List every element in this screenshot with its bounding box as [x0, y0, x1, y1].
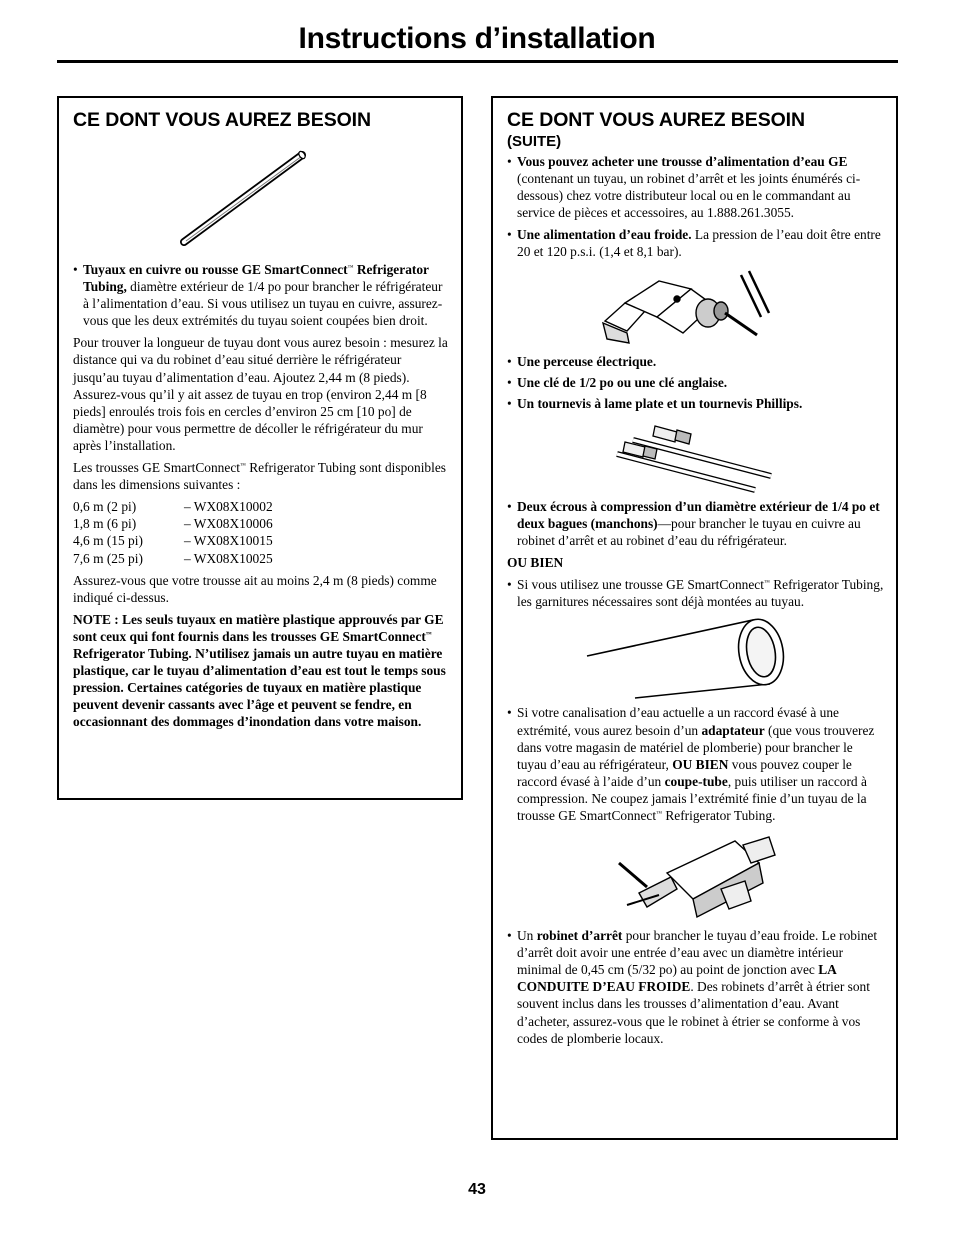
assure-paragraph: Assurez-vous que votre trousse ait au moins 2,4 m (8 pieds) comme indiqué ci-dessus. — [73, 572, 437, 605]
right-subheading: (SUITE) — [507, 133, 562, 150]
flare-text-h: Refrigerator Tubing. — [661, 807, 776, 823]
screwdriver-bullet: • Un tournevis à lame plate et un tournevis Phillips. — [507, 395, 803, 411]
wrench-text: Une clé de 1/2 po ou une clé anglaise. — [517, 374, 728, 390]
or-label — [507, 554, 884, 571]
drill-text: Une perceuse électrique. — [517, 353, 657, 369]
cold-bold: Une alimentation d’eau froide. — [517, 227, 692, 243]
wrench-bullet: • Une clé de 1/2 po ou une clé anglaise. — [507, 374, 728, 390]
size-part: – WX08X10002 — [184, 499, 273, 515]
left-heading: CE DONT VOUS AUREZ BESOIN — [73, 109, 371, 131]
flare-text-a: Si votre canalisation d’eau actuelle a un raccord évasé à une extrémité, vous aurez besoin d’un — [517, 705, 839, 738]
sizes-table — [73, 498, 449, 566]
drill-illustration — [507, 261, 887, 353]
size-length: 0,6 m (2 pi) — [73, 499, 137, 515]
smart-text-b: Refrigerator Tubing, les garnitures nécessaires sont déjà montées au tuyau. — [517, 577, 884, 610]
size-row — [73, 515, 449, 532]
left-panel — [57, 96, 463, 800]
drill-bullet: • Une perceuse électrique. — [507, 353, 657, 369]
size-part: – WX08X10006 — [184, 516, 273, 532]
trademark: ™ — [763, 580, 770, 587]
smart-text-a: Si vous utilisez une trousse GE SmartConnect — [517, 577, 764, 593]
tubing-bullet: • Tuyaux en cuivre ou rousse GE SmartConnect™ Refrigerator Tubing, diamètre extérieur de 1/4 po pour brancher le réfrigérateur à l’alimentation d’eau. Si vous utilisez un tuyau en cuivre, assurez-vous que les deux extrémités du tuyau soient coupées bien droit. — [73, 262, 443, 329]
valve-text-c: pour brancher le tuyau d’eau froide. Le robinet d’arrêt doit avoir une entrée d’eau avec un diamètre intérieur minimal de 0,45 cm (5/32 po) au point de jonction avec — [517, 928, 878, 978]
flare-text-e: vous pouvez couper le raccord évasé à l’aide d’un — [517, 756, 852, 789]
tubing-bold-2: Refrigerator Tubing, — [83, 262, 429, 295]
note-text-a: NOTE : Les seuls tuyaux en matière plastique approuvés par GE sont ceux qui font fournis dans les trousses GE SmartConnect — [73, 611, 444, 644]
size-length: 1,8 m (6 pi) — [73, 516, 137, 532]
kits-paragraph — [73, 459, 449, 493]
size-part: – WX08X10025 — [184, 550, 273, 566]
title-rule — [57, 60, 898, 63]
tubing-bold: Tuyaux en cuivre ou rousse GE SmartConnect — [83, 262, 348, 277]
flare-bold-d: OU BIEN — [672, 756, 729, 772]
length-paragraph: Pour trouver la longueur de tuyau dont vous aurez besoin : mesurez la distance qui va du robinet d’eau situé derrière le réfrigérateur jusqu’au tuyau d’alimentation d’eau. Ajoutez 2,44 m (8 pieds). Assurez-vous qu’il y ait assez de tuyau en trop (environ 2,44 m [8 pieds] enroulés trois fois en cercles d’environ 25 cm [10 po] de diamètre) pour vous permettre de décoller le réfrigérateur du mur après l’installation. — [73, 335, 448, 453]
valve-text-a: Un — [517, 928, 537, 944]
kit-bullet: • Vous pouvez acheter une trousse d’alimentation d’eau GE (contenant un tuyau, un robinet d’arrêt et les joints énumérés ci-dessous) chez votre distributeur local ou en le commandant au service de pièces et accessoires, au 1.888.261.3055. — [507, 154, 861, 221]
flare-text-c: (que vous trouverez dans votre magasin de matériel de plomberie) pour brancher le tuyau d’eau au réfrigérateur, — [517, 722, 875, 772]
tube-end-illustration — [507, 610, 887, 700]
flare-text-g: , puis utiliser un raccord à compression. Ne coupez jamais l’extrémité finie d’un tuyau de la trousse GE SmartConnect — [517, 773, 867, 823]
valve-bullet: • Un robinet d’arrêt pour brancher le tuyau d’eau froide. Le robinet d’arrêt doit avoir une entrée d’eau avec un diamètre intérieur minimal de 0,45 cm (5/32 po) au point de jonction avec LA CONDUITE D’EAU FROIDE. Des robinets d’arrêt à étrier sont souvent inclus dans les trousses d’alimentation d’eau. Avant d’acheter, assurez-vous que le robinet à étrier se conforme à vos codes de plomberie locaux. — [507, 928, 878, 1046]
trademark: ™ — [425, 631, 432, 638]
shutoff-valve-illustration — [507, 829, 887, 925]
nuts-bullet: • Deux écrous à compression d’un diamètre extérieur de 1/4 po et deux bagues (manchons)—pour brancher le tuyau en cuivre au robinet d’arrêt et au robinet d’eau du réfrigérateur. — [507, 498, 880, 549]
size-part: – WX08X10015 — [184, 533, 273, 549]
valve-bold-d: LA CONDUITE D’EAU FROIDE — [517, 962, 837, 995]
kits-text-a: Les trousses GE SmartConnect — [73, 460, 240, 476]
tubing-illustration — [73, 132, 451, 256]
nuts-bold: Deux écrous à compression d’un diamètre extérieur de 1/4 po et deux bagues (manchons) — [517, 498, 880, 531]
kit-text: (contenant un tuyau, un robinet d’arrêt et les joints énumérés ci-dessous) chez votre distributeur local ou en le commandant au service de pièces et accessoires, au 1.888.261.3055. — [517, 171, 861, 221]
note-paragraph — [73, 611, 449, 731]
right-heading: CE DONT VOUS AUREZ BESOIN — [507, 109, 805, 131]
size-row — [73, 498, 449, 515]
right-panel — [491, 96, 898, 1140]
page-number: 43 — [468, 1181, 486, 1198]
or-text: OU BIEN — [507, 555, 564, 571]
size-length: 4,6 m (15 pi) — [73, 533, 143, 549]
nuts-text: —pour brancher le tuyau en cuivre au robinet d’arrêt et au robinet d’eau du réfrigérateur. — [517, 515, 861, 549]
trademark: ™ — [239, 463, 246, 470]
valve-bold-b: robinet d’arrêt — [536, 928, 623, 944]
size-row — [73, 550, 449, 567]
cold-text: La pression de l’eau doit être entre 20 et 120 p.s.i. (1,4 et 8,1 bar). — [517, 227, 881, 260]
trademark: ™ — [656, 810, 662, 817]
note-text-b: Refrigerator Tubing. N’utilisez jamais un autre tuyau en matière plastique, car le tuyau d’alimentation d’eau est tout le temps sous pression. Certaines catégories de tuyaux en matière plastique peuvent devenir cassants avec l’âge et peuvent se fendre, en occasionnant des dommages d’inondation dans votre maison. — [73, 645, 446, 730]
tubing-text: diamètre extérieur de 1/4 po pour brancher le réfrigérateur à l’alimentation d’eau. Si vous utilisez un tuyau en cuivre, assurez-vous que les deux extrémités du tuyau soient coupées bien droit. — [83, 279, 443, 329]
flare-bold-b: adaptateur — [701, 722, 765, 738]
kits-text-b: Refrigerator Tubing sont disponibles dans les dimensions suivantes : — [73, 460, 446, 493]
trademark: ™ — [347, 265, 354, 271]
valve-text-e: . Des robinets d’arrêt à étrier sont souvent inclus dans les trousses d’alimentation d’eau. Avant d’acheter, assurez-vous que le robinet à étrier se conforme à vos codes de plomberie locaux. — [517, 979, 870, 1046]
smartconnect-bullet: • Si vous utilisez une trousse GE SmartConnect™ Refrigerator Tubing, les garnitures nécessaires sont déjà montées au tuyau. — [507, 577, 884, 610]
page-title: Instructions d’installation — [298, 22, 656, 55]
cold-water-bullet: • Une alimentation d’eau froide. La pression de l’eau doit être entre 20 et 120 p.s.i. (1,4 et 8,1 bar). — [507, 227, 881, 260]
flare-bold-f: coupe-tube — [664, 773, 728, 789]
kit-bold: Vous pouvez acheter une trousse d’alimentation d’eau GE — [517, 154, 848, 169]
compression-fittings-illustration — [507, 412, 887, 498]
size-row — [73, 532, 449, 549]
size-length: 7,6 m (25 pi) — [73, 550, 143, 566]
flare-bullet: • Si votre canalisation d’eau actuelle a un raccord évasé à une extrémité, vous aurez besoin d’un adaptateur (que vous trouverez dans votre magasin de matériel de plomberie) pour brancher le tuyau d’eau au réfrigérateur, OU BIEN vous pouvez couper le raccord évasé à l’aide d’un coupe-tube, puis utiliser un raccord à compression. Ne coupez jamais l’extrémité finie d’un tuyau de la trousse GE SmartConnect™ Refrigerator Tubing. — [507, 705, 875, 823]
screwdriver-text: Un tournevis à lame plate et un tournevis Phillips. — [517, 395, 803, 411]
